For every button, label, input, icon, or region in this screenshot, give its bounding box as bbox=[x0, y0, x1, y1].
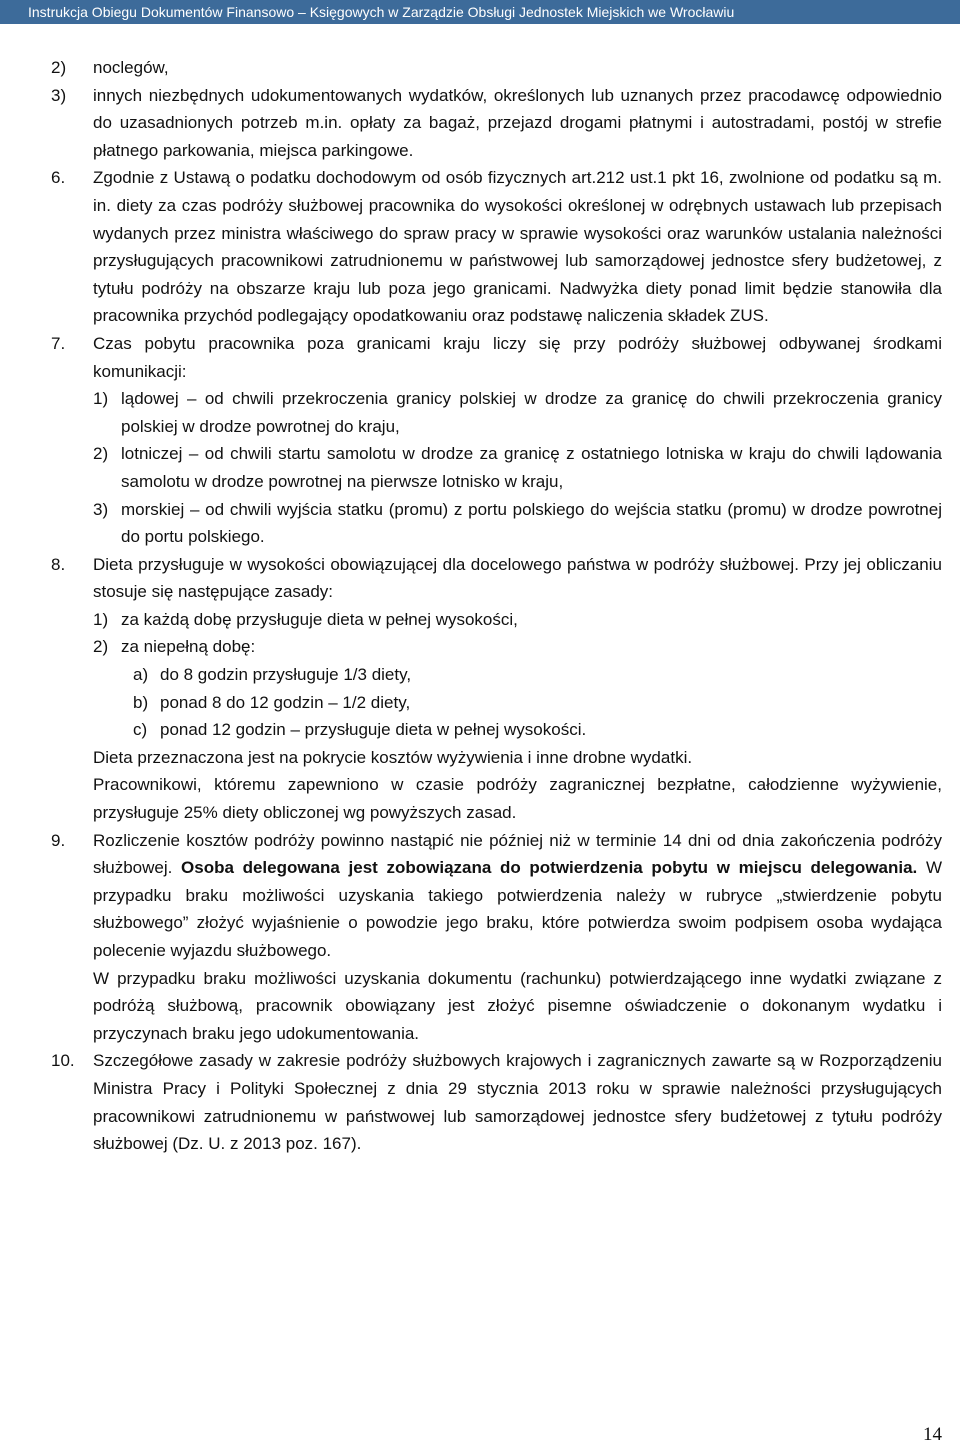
paragraph-8-note-2: Pracownikowi, któremu zapewniono w czasie podróży zagranicznej bezpłatne, całodzienne wyżywienie, przysługuje 25% diety obliczonej wg powyższych zasad. bbox=[93, 775, 942, 823]
list-marker: b) bbox=[133, 692, 149, 712]
list-item-text: ponad 8 do 12 godzin – 1/2 diety, bbox=[160, 692, 411, 712]
list-item-text: do 8 godzin przysługuje 1/3 diety, bbox=[160, 665, 412, 685]
list-item-8-2-c bbox=[0, 716, 960, 744]
paragraph-number: 8. bbox=[51, 554, 66, 574]
paragraph-10 bbox=[0, 1047, 960, 1157]
paragraph-9 bbox=[0, 827, 960, 965]
list-item-text: za każdą dobę przysługuje dieta w pełnej wysokości, bbox=[121, 609, 518, 629]
paragraph-number: 10. bbox=[51, 1051, 75, 1071]
document-body bbox=[0, 54, 960, 1158]
list-item-7-3 bbox=[0, 496, 960, 551]
list-item-8-2-a bbox=[0, 661, 960, 689]
list-item-text: lotniczej – od chwili startu samolotu w drodze za granicę z ostatniego lotniska w kraju do chwili lądowania samolotu w drodze powrotnej na pierwsze lotnisko w kraju, bbox=[121, 444, 942, 491]
list-marker: c) bbox=[133, 720, 148, 740]
paragraph-bold-text: Osoba delegowana jest zobowiązana do potwierdzenia pobytu w miejscu delegowania. bbox=[181, 858, 918, 878]
list-marker: 1) bbox=[93, 389, 109, 409]
list-item-8-2 bbox=[0, 633, 960, 661]
list-item-text: ponad 12 godzin – przysługuje dieta w pełnej wysokości. bbox=[160, 720, 587, 740]
list-item-text: morskiej – od chwili wyjścia statku (promu) z portu polskiego do wejścia statku (promu) w drodze powrotnej do portu polskiego. bbox=[121, 499, 942, 547]
list-item-7-2 bbox=[0, 440, 960, 495]
paragraph-text: Szczegółowe zasady w zakresie podróży służbowych krajowych i zagranicznych zawarte są w Rozporządzeniu Ministra Pracy i Polityki Społecznej z dnia 29 stycznia 2013 roku w sprawie należności przysługujących pracownikowi zatrudnionemu w państwowej lub samorządowej jednostce sfery budżetowej z tytułu podróży służbowej (Dz. U. z 2013 poz. 167). bbox=[93, 1051, 942, 1154]
list-item-text: za niepełną dobę: bbox=[121, 637, 256, 657]
list-item-text: lądowej – od chwili przekroczenia granicy polskiej w drodze za granicę do chwili przekroczenia granicy polskiej w drodze powrotnej do kraju, bbox=[121, 389, 942, 436]
list-item-3 bbox=[0, 82, 960, 165]
list-marker: 2) bbox=[93, 444, 109, 464]
list-marker: 3) bbox=[51, 85, 67, 105]
list-item-2 bbox=[0, 54, 960, 82]
list-marker: 3) bbox=[93, 499, 109, 519]
paragraph-number: 9. bbox=[51, 830, 66, 850]
list-item-8-2-b bbox=[0, 689, 960, 717]
paragraph-text: Czas pobytu pracownika poza granicami kraju liczy się przy podróży służbowej odbywanej środkami komunikacji: bbox=[93, 333, 942, 381]
list-item-7-1 bbox=[0, 385, 960, 440]
paragraph-text: Rozliczenie kosztów podróży powinno nastąpić nie później niż w terminie 14 dni od dnia zakończenia podróży służbowej. bbox=[93, 830, 942, 878]
list-marker: 1) bbox=[93, 609, 109, 629]
paragraph-7 bbox=[0, 330, 960, 385]
paragraph-9-note: W przypadku braku możliwości uzyskania dokumentu (rachunku) potwierdzającego inne wydatki związane z podróżą służbową, pracownik obowiązany jest złożyć pisemne oświadczenie o dokonanym wydatku i przyczynach braku jego udokumentowania. bbox=[93, 968, 942, 1043]
paragraph-8-note-1: Dieta przeznaczona jest na pokrycie kosztów wyżywienia i inne drobne wydatki. bbox=[93, 747, 693, 767]
paragraph-6 bbox=[0, 164, 960, 330]
document-header: Instrukcja Obiegu Dokumentów Finansowo – Księgowych w Zarządzie Obsługi Jednostek Miejskich we Wrocławiu bbox=[0, 0, 960, 24]
list-marker: 2) bbox=[93, 637, 109, 657]
list-item-text: innych niezbędnych udokumentowanych wydatków, określonych lub uznanych przez pracodawcę odpowiednio do uzasadnionych potrzeb m.in. opłaty za bagaż, przejazd drogami płatnymi i autostradami, postój w strefie płatnego parkowania, miejsca parkingowe. bbox=[93, 85, 942, 160]
list-item-text: noclegów, bbox=[93, 58, 169, 77]
list-item-8-1 bbox=[0, 606, 960, 634]
page-number: 14 bbox=[923, 1424, 942, 1445]
paragraph-number: 6. bbox=[51, 168, 66, 188]
paragraph-8 bbox=[0, 551, 960, 606]
paragraph-text: Dieta przysługuje w wysokości obowiązującej dla docelowego państwa w podróży służbowej. Przy jej obliczaniu stosuje się następujące zasady: bbox=[93, 554, 942, 602]
paragraph-number: 7. bbox=[51, 333, 66, 353]
list-marker: 2) bbox=[51, 58, 67, 77]
list-marker: a) bbox=[133, 665, 149, 685]
paragraph-text-continued: W przypadku braku możliwości uzyskania takiego potwierdzenia należy w rubryce „stwierdzenie pobytu służbowego” złożyć wyjaśnienie o powodzie jego braku, które potwierdza swoim podpisem osoba wydająca polecenie wyjazdu służbowego. bbox=[93, 858, 942, 960]
paragraph-text: Zgodnie z Ustawą o podatku dochodowym od osób fizycznych art.212 ust.1 pkt 16, zwolnione od podatku są m. in. diety za czas podróży służbowej pracownika do wysokości określonej w odrębnych ustawach lub przepisach wydanych przez ministra właściwego do spraw pracy w sprawie wysokości oraz warunków ustalania należności przysługujących pracownikowi zatrudnionemu w państwowej lub samorządowej jednostce sfery budżetowej, z tytułu podróży na obszarze kraju lub poza jego granicami. Nadwyżka diety ponad limit będzie stanowiła dla pracownika przychód podlegający opodatkowaniu oraz podstawę naliczenia składek ZUS. bbox=[93, 168, 942, 326]
